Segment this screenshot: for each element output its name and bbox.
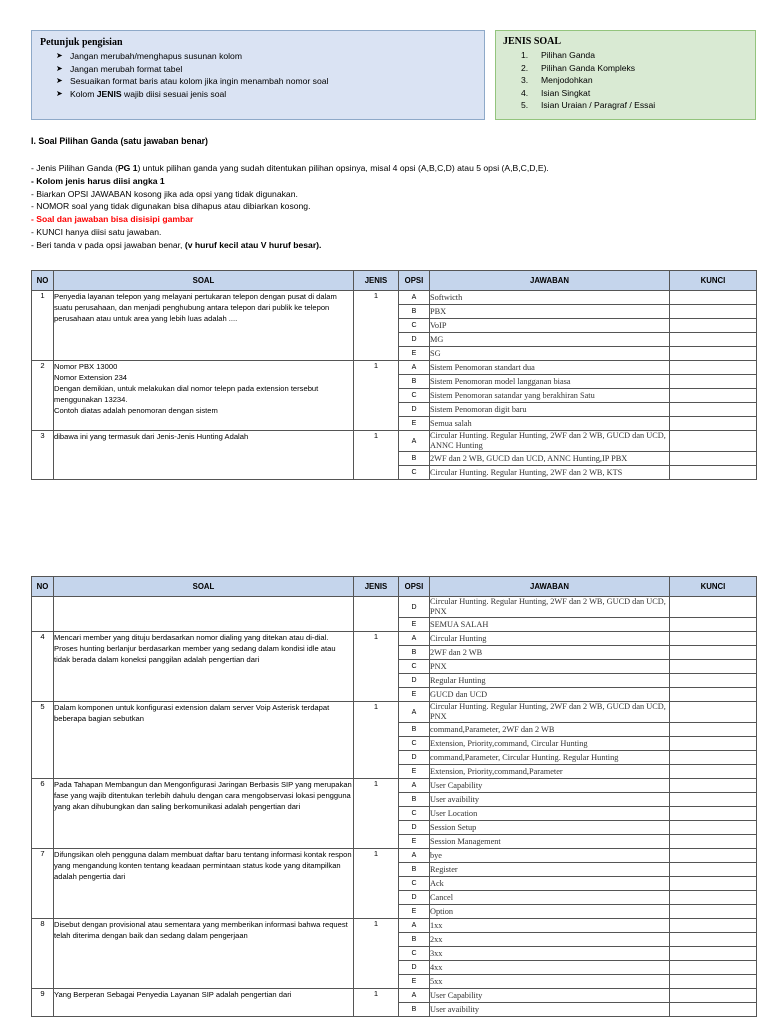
option-letter-cell: E	[399, 905, 430, 919]
question-jenis-cell: 1	[354, 702, 399, 779]
answer-cell: User Capability	[430, 989, 670, 1003]
option-letter-cell: E	[399, 618, 430, 632]
answer-cell: 4xx	[430, 961, 670, 975]
answer-cell: 2WF dan 2 WB	[430, 646, 670, 660]
table-row	[32, 361, 757, 375]
question-soal-cell: Pada Tahapan Membangun dan Mengonfigurasi Jaringan Berbasis SIP yang merupakan fase yang wajib ditentukan terlebih dahulu dengan cara mengobservasi lokasi pengguna yang akan dihubungkan dan saling berkomunikasi adalah pengertian dari	[54, 779, 354, 849]
answer-cell: Extension, Priority,command,Parameter	[430, 765, 670, 779]
answer-cell: Circular Hunting. Regular Hunting, 2WF dan 2 WB, GUCD dan UCD, PNX	[430, 702, 670, 723]
instructions	[31, 162, 751, 252]
answer-cell: command,Parameter, 2WF dan 2 WB	[430, 723, 670, 737]
option-letter-cell: C	[399, 807, 430, 821]
answer-cell: Circular Hunting	[430, 632, 670, 646]
option-letter-cell: A	[399, 919, 430, 933]
answer-key-cell[interactable]	[670, 674, 757, 688]
question-soal-cell: Penyedia layanan telepon yang melayani pertukaran telepon dengan pusat di dalam suatu perusahaan, dan menjadi penghubung antara telepon dari publik ke telepon perusahaan atau untuk area yang lebih luas adalah ....	[54, 291, 354, 361]
answer-key-cell[interactable]	[670, 347, 757, 361]
option-letter-cell: A	[399, 702, 430, 723]
question-jenis-cell: 1	[354, 779, 399, 849]
jenis-soal-item: 2. Pilihan Ganda Kompleks	[521, 62, 636, 73]
answer-cell: MG	[430, 333, 670, 347]
jenis-soal-box	[495, 30, 756, 120]
option-letter-cell: D	[399, 597, 430, 618]
answer-key-cell[interactable]	[670, 821, 757, 835]
option-letter-cell: C	[399, 319, 430, 333]
table-row	[32, 919, 757, 933]
question-no-cell: 3	[32, 431, 54, 480]
header-opsi: OPSI	[399, 577, 430, 597]
table-row	[32, 291, 757, 305]
answer-cell: Cancel	[430, 891, 670, 905]
instruction-line: - Beri tanda v pada opsi jawaban benar, (v huruf kecil atau V huruf besar).	[31, 239, 322, 250]
answer-key-cell[interactable]	[670, 305, 757, 319]
answer-key-cell[interactable]	[670, 452, 757, 466]
answer-key-cell[interactable]	[670, 319, 757, 333]
header-jawaban: JAWABAN	[430, 577, 670, 597]
question-soal-cell: dibawa ini yang termasuk dari Jenis-Jenis Hunting Adalah	[54, 431, 354, 480]
question-jenis-cell: 1	[354, 849, 399, 919]
question-no-cell	[32, 597, 54, 632]
petunjuk-item: ➤ Jangan merubah format tabel	[56, 63, 183, 74]
answer-key-cell[interactable]	[670, 375, 757, 389]
answer-cell: Ack	[430, 877, 670, 891]
option-letter-cell: C	[399, 466, 430, 480]
option-letter-cell: E	[399, 765, 430, 779]
answer-key-cell[interactable]	[670, 702, 757, 723]
instruction-line: - Kolom jenis harus diisi angka 1	[31, 175, 165, 186]
answer-key-cell[interactable]	[670, 989, 757, 1003]
answer-key-cell[interactable]	[670, 333, 757, 347]
table-row	[32, 779, 757, 793]
option-letter-cell: C	[399, 737, 430, 751]
petunjuk-title: Petunjuk pengisian	[40, 37, 123, 48]
header-kunci: KUNCI	[670, 271, 757, 291]
answer-key-cell[interactable]	[670, 905, 757, 919]
answer-key-cell[interactable]	[670, 403, 757, 417]
answer-cell: Circular Hunting. Regular Hunting, 2WF dan 2 WB, KTS	[430, 466, 670, 480]
answer-cell: command,Parameter, Circular Hunting. Regular Hunting	[430, 751, 670, 765]
answer-key-cell[interactable]	[670, 737, 757, 751]
option-letter-cell: B	[399, 375, 430, 389]
question-no-cell: 6	[32, 779, 54, 849]
answer-cell: Extension, Priority,command, Circular Hunting	[430, 737, 670, 751]
question-no-cell: 8	[32, 919, 54, 989]
jenis-soal-item: 3. Menjodohkan	[521, 75, 593, 85]
table-row	[32, 702, 757, 723]
answer-cell: Semua salah	[430, 417, 670, 431]
table-row	[32, 597, 757, 618]
answer-key-cell[interactable]	[670, 877, 757, 891]
arrow-bullet-icon: ➤	[56, 51, 63, 60]
answer-key-cell[interactable]	[670, 975, 757, 989]
table-header-row	[32, 271, 757, 291]
answer-cell: 1xx	[430, 919, 670, 933]
answer-key-cell[interactable]	[670, 751, 757, 765]
answer-key-cell[interactable]	[670, 723, 757, 737]
answer-cell: Session Management	[430, 835, 670, 849]
table-row	[32, 989, 757, 1003]
header-jawaban: JAWABAN	[430, 271, 670, 291]
section-title: I. Soal Pilihan Ganda (satu jawaban benar)	[31, 136, 208, 146]
table-row	[32, 431, 757, 452]
answer-cell: PNX	[430, 660, 670, 674]
question-jenis-cell: 1	[354, 989, 399, 1017]
answer-cell: Softwicth	[430, 291, 670, 305]
option-letter-cell: B	[399, 863, 430, 877]
instruction-line: - Biarkan OPSI JAWABAN kosong jika ada opsi yang tidak digunakan.	[31, 188, 298, 199]
answer-key-cell[interactable]	[670, 765, 757, 779]
option-letter-cell: A	[399, 632, 430, 646]
table-row	[32, 632, 757, 646]
answer-cell: Option	[430, 905, 670, 919]
answer-key-cell[interactable]	[670, 961, 757, 975]
answer-key-cell[interactable]	[670, 891, 757, 905]
answer-cell: User avaibility	[430, 793, 670, 807]
answer-key-cell[interactable]	[670, 632, 757, 646]
question-soal-cell: Yang Berperan Sebagai Penyedia Layanan SIP adalah pengertian dari	[54, 989, 354, 1017]
option-letter-cell: E	[399, 688, 430, 702]
answer-key-cell[interactable]	[670, 863, 757, 877]
option-letter-cell: B	[399, 933, 430, 947]
answer-key-cell[interactable]	[670, 779, 757, 793]
option-letter-cell: B	[399, 305, 430, 319]
petunjuk-item: ➤ Kolom JENIS wajib diisi sesuai jenis soal	[56, 88, 227, 99]
arrow-bullet-icon: ➤	[56, 63, 63, 73]
jenis-soal-title: JENIS SOAL	[503, 36, 562, 47]
answer-key-cell[interactable]	[670, 849, 757, 863]
header-no: NO	[32, 271, 54, 291]
answer-cell: Session Setup	[430, 821, 670, 835]
option-letter-cell: E	[399, 347, 430, 361]
question-no-cell: 5	[32, 702, 54, 779]
answer-cell: Regular Hunting	[430, 674, 670, 688]
option-letter-cell: C	[399, 389, 430, 403]
option-letter-cell: B	[399, 1003, 430, 1017]
header-soal: SOAL	[54, 271, 354, 291]
option-letter-cell: D	[399, 751, 430, 765]
question-jenis-cell: 1	[354, 919, 399, 989]
answer-cell: 2xx	[430, 933, 670, 947]
petunjuk-box	[31, 30, 485, 120]
option-letter-cell: B	[399, 793, 430, 807]
answer-cell: User Capability	[430, 779, 670, 793]
header-jenis: JENIS	[354, 577, 399, 597]
answer-cell: Register	[430, 863, 670, 877]
option-letter-cell: A	[399, 431, 430, 452]
option-letter-cell: E	[399, 975, 430, 989]
option-letter-cell: B	[399, 646, 430, 660]
header-kunci: KUNCI	[670, 577, 757, 597]
answer-key-cell[interactable]	[670, 618, 757, 632]
answer-key-cell[interactable]	[670, 835, 757, 849]
table-header-row	[32, 577, 757, 597]
option-letter-cell: D	[399, 333, 430, 347]
jenis-soal-item: 1. Pilihan Ganda	[521, 50, 595, 60]
jenis-soal-item: 5. Isian Uraian / Paragraf / Essai	[521, 100, 656, 110]
option-letter-cell: A	[399, 361, 430, 375]
instruction-line-highlight: - Soal dan jawaban bisa disisipi gambar	[31, 214, 194, 225]
question-no-cell: 2	[32, 361, 54, 431]
answer-key-cell[interactable]	[670, 933, 757, 947]
answer-key-cell[interactable]	[670, 947, 757, 961]
answer-cell: Sistem Penomoran satandar yang berakhiran Satu	[430, 389, 670, 403]
option-letter-cell: A	[399, 849, 430, 863]
question-jenis-cell: 1	[354, 632, 399, 702]
option-letter-cell: B	[399, 452, 430, 466]
petunjuk-item: ➤ Jangan merubah/menghapus susunan kolom	[56, 51, 242, 61]
answer-key-cell[interactable]	[670, 688, 757, 702]
answer-key-cell[interactable]	[670, 646, 757, 660]
answer-cell: Sistem Penomoran digit baru	[430, 403, 670, 417]
header-opsi: OPSI	[399, 271, 430, 291]
answer-key-cell[interactable]	[670, 361, 757, 375]
option-letter-cell: D	[399, 891, 430, 905]
option-letter-cell: A	[399, 779, 430, 793]
answer-cell: VoIP	[430, 319, 670, 333]
answer-key-cell[interactable]	[670, 660, 757, 674]
question-jenis-cell: 1	[354, 431, 399, 480]
option-letter-cell: A	[399, 989, 430, 1003]
option-letter-cell: C	[399, 877, 430, 891]
option-letter-cell: E	[399, 835, 430, 849]
answer-cell: Circular Hunting. Regular Hunting, 2WF dan 2 WB, GUCD dan UCD, PNX	[430, 597, 670, 618]
answer-cell: User Location	[430, 807, 670, 821]
answer-cell: 3xx	[430, 947, 670, 961]
question-jenis-cell: 1	[354, 291, 399, 361]
petunjuk-item: ➤ Sesuaikan format baris atau kolom jika ingin menambah nomor soal	[56, 76, 329, 86]
instruction-line: - NOMOR soal yang tidak digunakan bisa dihapus atau dibiarkan kosong.	[31, 201, 311, 212]
header-soal: SOAL	[54, 577, 354, 597]
jenis-soal-item: 4. Isian Singkat	[521, 87, 591, 98]
question-soal-cell: Disebut dengan provisional atau sementara yang memberikan informasi bahwa request telah diterima dengan baik dan sedang dalam pengerjaan	[54, 919, 354, 989]
answer-key-cell[interactable]	[670, 793, 757, 807]
answer-cell: SG	[430, 347, 670, 361]
answer-key-cell[interactable]	[670, 466, 757, 480]
question-soal-cell: Nomor PBX 13000 Nomor Extension 234 Dengan demikian, untuk melakukan dial nomor telepn pada extension tersebut menggunakan 13234. Contoh diatas adalah penomoran dengan sistem	[54, 361, 354, 431]
question-no-cell: 9	[32, 989, 54, 1017]
question-soal-cell: Difungsikan oleh pengguna dalam membuat daftar baru tentang informasi kontak respon yang mengandung konten tentang keadaan permintaan status kode yang ditampilkan adalah pengertia dari	[54, 849, 354, 919]
question-soal-cell	[54, 597, 354, 632]
arrow-bullet-icon: ➤	[56, 88, 63, 98]
answer-key-cell[interactable]	[670, 389, 757, 403]
answer-cell: PBX	[430, 305, 670, 319]
question-jenis-cell: 1	[354, 361, 399, 431]
answer-key-cell[interactable]	[670, 1003, 757, 1017]
option-letter-cell: D	[399, 403, 430, 417]
petunjuk-list	[40, 50, 476, 100]
table-row	[32, 849, 757, 863]
answer-key-cell[interactable]	[670, 919, 757, 933]
answer-cell: Sistem Penomoran standart dua	[430, 361, 670, 375]
option-letter-cell: A	[399, 291, 430, 305]
option-letter-cell: C	[399, 947, 430, 961]
option-letter-cell: C	[399, 660, 430, 674]
answer-key-cell[interactable]	[670, 807, 757, 821]
option-letter-cell: D	[399, 674, 430, 688]
question-no-cell: 4	[32, 632, 54, 702]
header-jenis: JENIS	[354, 271, 399, 291]
answer-cell: SEMUA SALAH	[430, 618, 670, 632]
question-soal-cell: Mencari member yang dituju berdasarkan nomor dialing yang ditekan atau di-dial. Proses hunting berlanjur berdasarkan member yang sedang dalam kondisi idle atau tidak berada dalam koneksi panggilan adalah pengertian dari	[54, 632, 354, 702]
answer-cell: 5xx	[430, 975, 670, 989]
answer-key-cell[interactable]	[670, 597, 757, 618]
option-letter-cell: B	[399, 723, 430, 737]
answer-cell: User avaibility	[430, 1003, 670, 1017]
option-letter-cell: D	[399, 821, 430, 835]
answer-cell: 2WF dan 2 WB, GUCD dan UCD, ANNC Hunting,IP PBX	[430, 452, 670, 466]
answer-key-cell[interactable]	[670, 417, 757, 431]
answer-key-cell[interactable]	[670, 291, 757, 305]
question-no-cell: 1	[32, 291, 54, 361]
question-soal-cell: Dalam komponen untuk konfigurasi extension dalam server Voip Asterisk terdapat beberapa bagian sebutkan	[54, 702, 354, 779]
question-no-cell: 7	[32, 849, 54, 919]
answer-cell: GUCD dan UCD	[430, 688, 670, 702]
answer-cell: Sistem Penomoran model langganan biasa	[430, 375, 670, 389]
instruction-line: - KUNCI hanya diisi satu jawaban.	[31, 226, 162, 237]
question-table-2	[31, 576, 757, 1017]
option-letter-cell: E	[399, 417, 430, 431]
question-jenis-cell	[354, 597, 399, 632]
option-letter-cell: D	[399, 961, 430, 975]
header-no: NO	[32, 577, 54, 597]
answer-key-cell[interactable]	[670, 431, 757, 452]
jenis-soal-list	[503, 49, 748, 112]
question-table-1	[31, 270, 757, 480]
instruction-line: - Jenis Pilihan Ganda (PG 1) untuk pilihan ganda yang sudah ditentukan pilihan opsinya, misal 4 opsi (A,B,C,D) atau 5 opsi (A,B,C,D,E).	[31, 163, 549, 173]
arrow-bullet-icon: ➤	[56, 76, 63, 85]
answer-cell: bye	[430, 849, 670, 863]
answer-cell: Circular Hunting. Regular Hunting, 2WF dan 2 WB, GUCD dan UCD, ANNC Hunting	[430, 431, 670, 452]
